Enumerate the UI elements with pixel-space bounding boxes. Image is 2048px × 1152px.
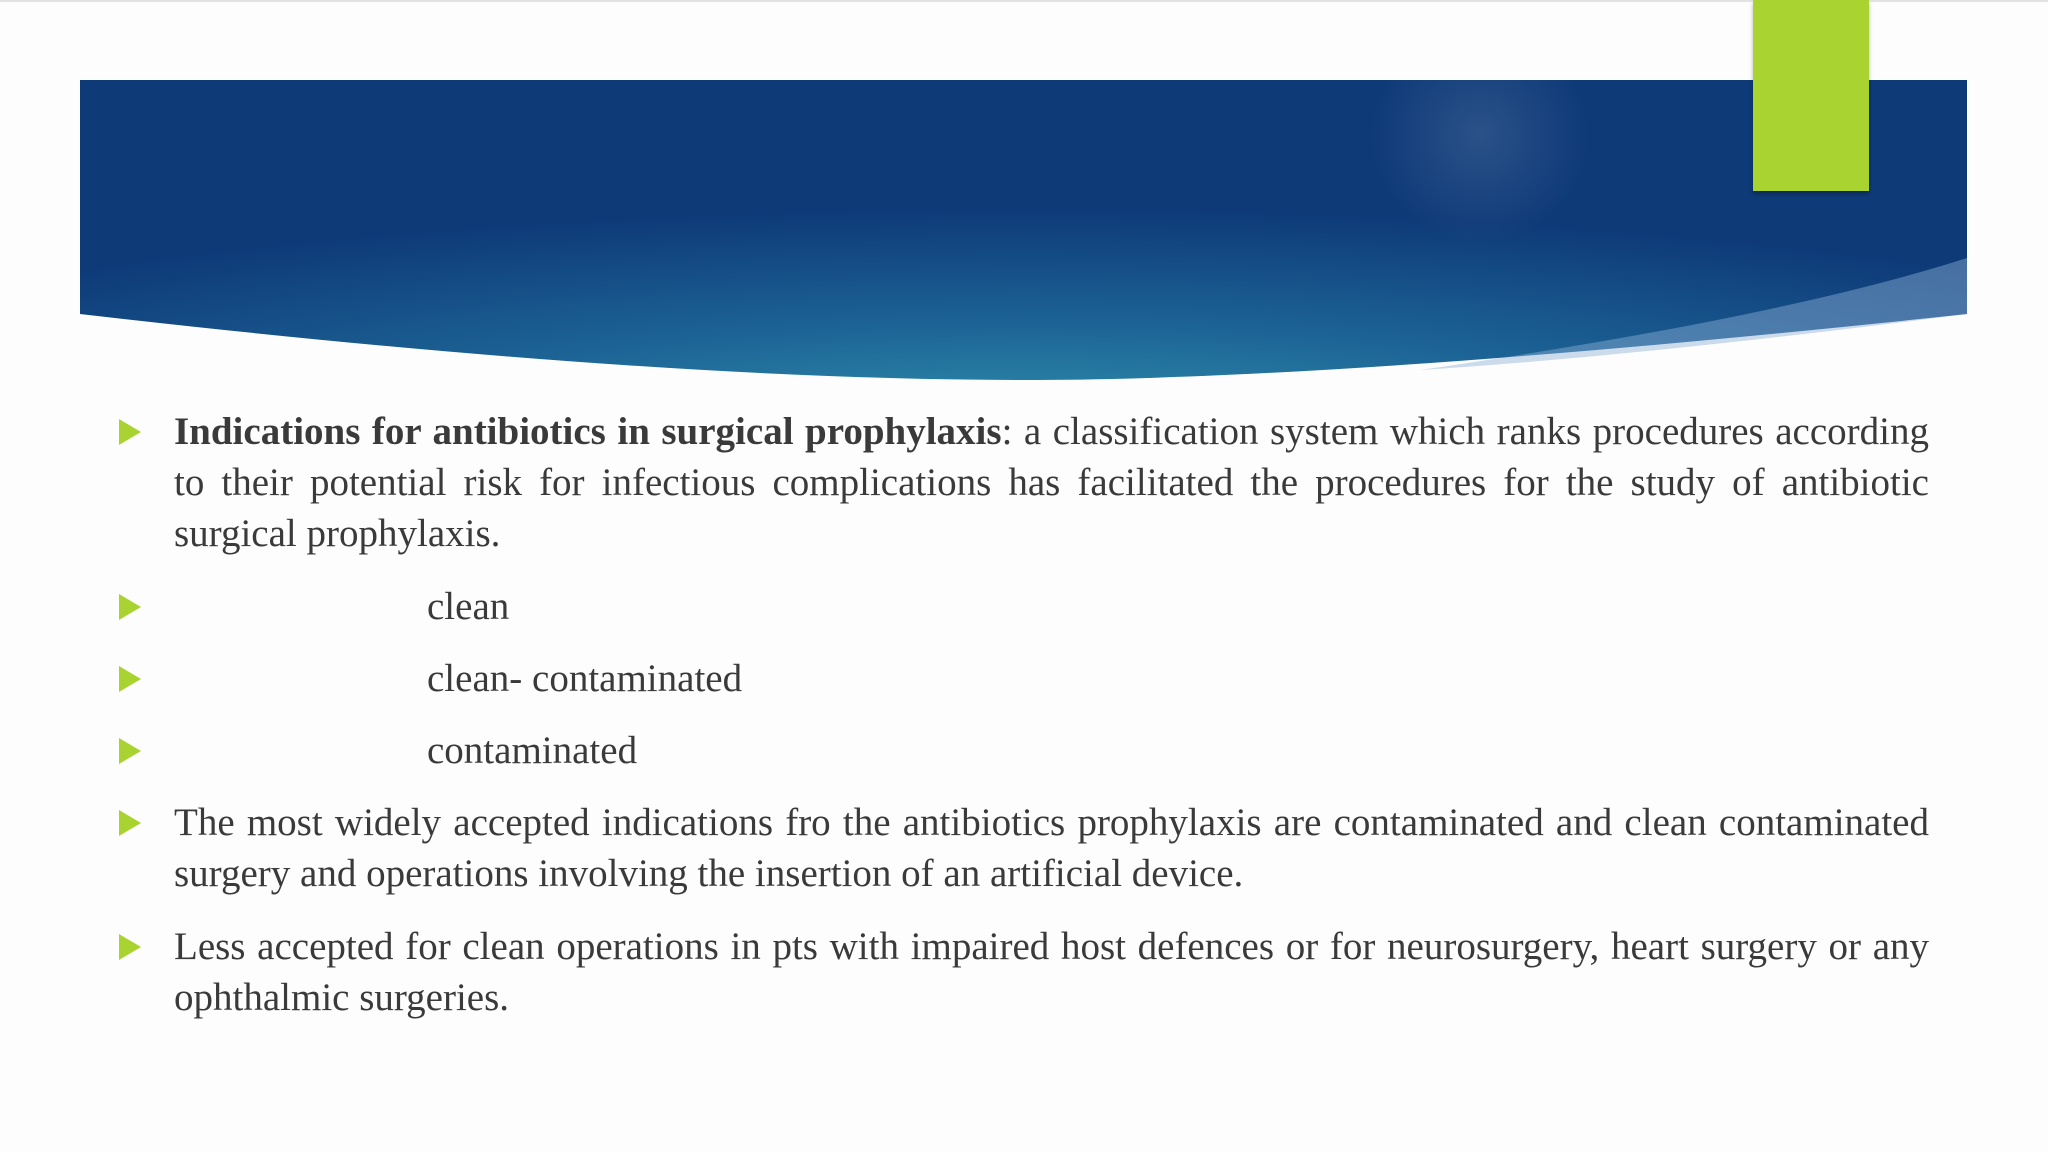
bullet-text: Less accepted for clean operations in pts with impaired host defences or for neurosurgery, heart surgery or any ophthalmic surgeries. — [174, 925, 1929, 1019]
banner-glow — [1370, 25, 1590, 245]
header-banner — [0, 0, 2048, 400]
bullet-item-clean-contaminated — [113, 653, 1929, 704]
bullet-item-contaminated — [113, 725, 1929, 776]
slide-body — [113, 406, 1929, 1023]
bullet-item-indications — [113, 406, 1929, 559]
bullet-text: clean — [427, 585, 510, 628]
bullet-text: contaminated — [427, 729, 638, 772]
bullet-item-clean — [113, 581, 1929, 632]
triangle-bullet-icon — [119, 419, 141, 445]
accent-tab — [1753, 0, 1869, 191]
bullet-text: The most widely accepted indications fro the antibiotics prophylaxis are contaminated and clean contaminated surgery and operations involving the insertion of an artificial device. — [174, 801, 1929, 895]
triangle-bullet-icon — [119, 594, 141, 620]
bullet-item-less-accepted — [113, 921, 1929, 1023]
triangle-bullet-icon — [119, 738, 141, 764]
bullet-bold-heading: Indications for antibiotics in surgical prophylaxis — [174, 410, 1002, 453]
bullet-text: clean- contaminated — [427, 657, 743, 700]
triangle-bullet-icon — [119, 666, 141, 692]
triangle-bullet-icon — [119, 810, 141, 836]
bullet-item-widely-accepted — [113, 797, 1929, 899]
triangle-bullet-icon — [119, 934, 141, 960]
bullet-text: : a classification system which ranks procedures according to their potential risk for infectious complications has facilitated the procedures for the study of antibiotic surgical prophylaxis. — [174, 410, 1929, 555]
